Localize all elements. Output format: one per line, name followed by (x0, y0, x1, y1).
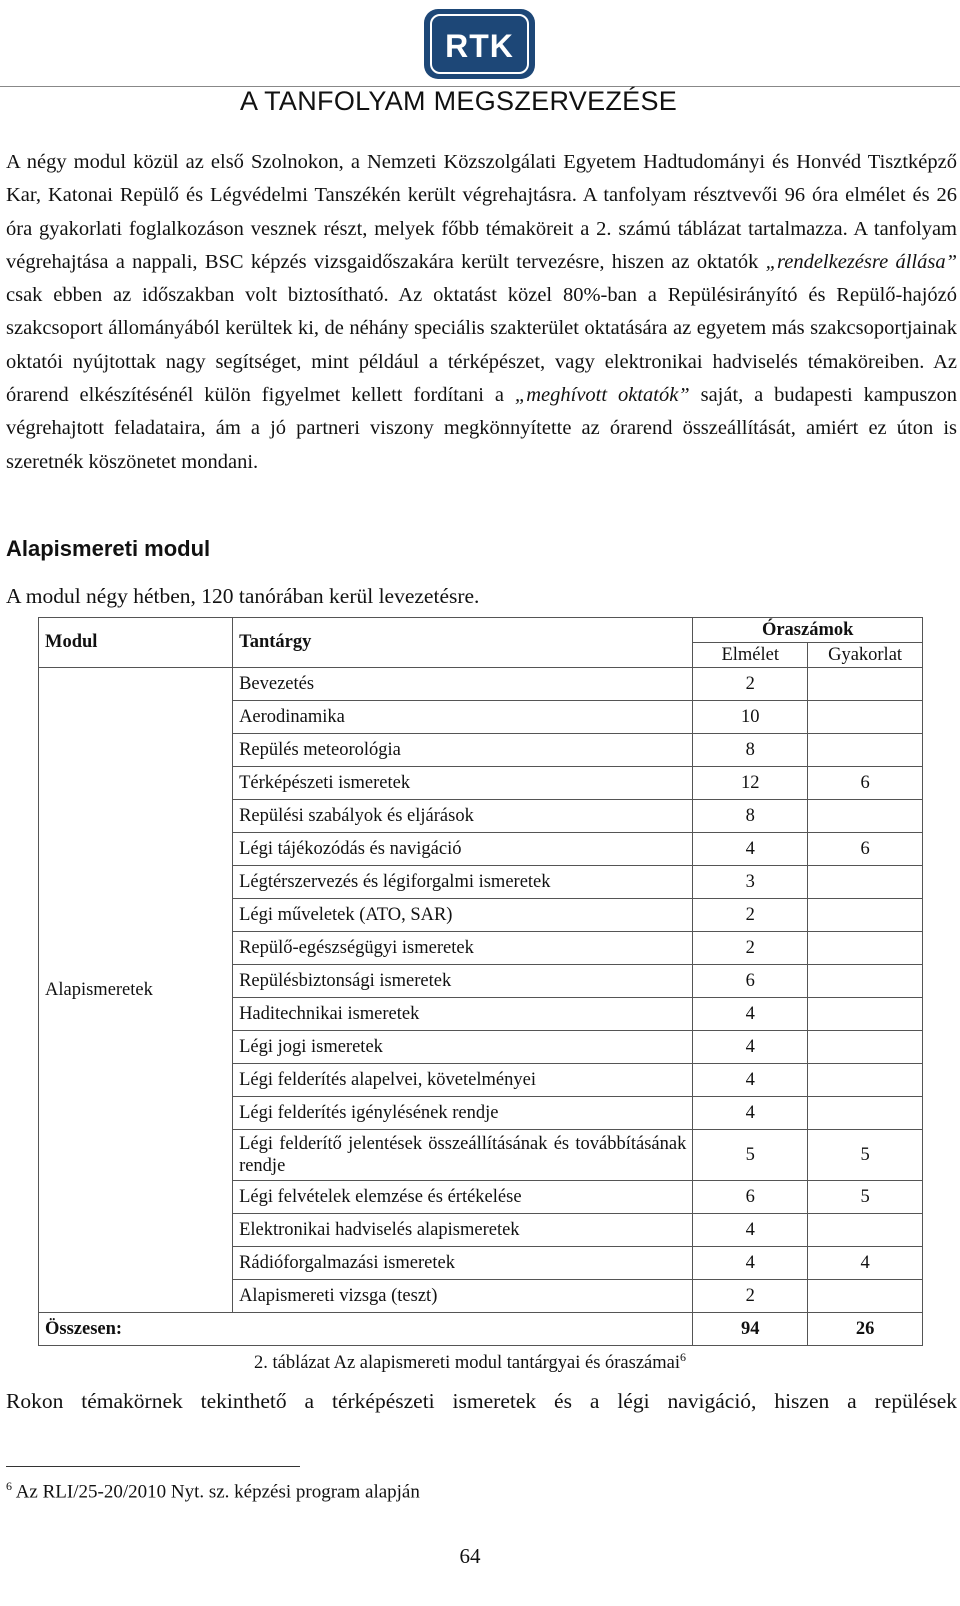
header-elmelet: Elmélet (693, 643, 808, 668)
body-paragraph (6, 146, 957, 479)
elmelet-cell: 10 (693, 701, 808, 734)
gyakorlat-cell (808, 1031, 923, 1064)
table-header-row (39, 618, 923, 643)
body-text-2: csak ebben az időszakban volt biztosítható. Az oktatást közel 80%-ban a Repülésirányító és Repülő-hajózó szakcsoport állományából kerültek ki, de néhány speciális szakterület oktatására az egyetem más szakcsoportjainak oktatói nyújtottak nagy segítséget, mint például a térképészet, vagy elektronikai hadviselés témaköreiben. Az órarend elkészítésénél külön figyelmet kellett fordítani a (6, 284, 957, 407)
elmelet-cell: 4 (693, 1031, 808, 1064)
logo-lettering: RTK (445, 28, 514, 64)
elmelet-cell: 4 (693, 998, 808, 1031)
subject-cell: Térképészeti ismeretek (233, 767, 693, 800)
gyakorlat-cell: 4 (808, 1247, 923, 1280)
caption-footnote-ref: 6 (680, 1350, 687, 1364)
subject-cell: Haditechnikai ismeretek (233, 998, 693, 1031)
subject-cell: Aerodinamika (233, 701, 693, 734)
total-elmelet: 94 (693, 1313, 808, 1346)
subject-cell: Légi felderítő jelentések összeállításának és továbbításának rendje (233, 1130, 693, 1181)
subject-cell: Légi jogi ismeretek (233, 1031, 693, 1064)
body-text-3: saját, a budapesti kampuszon végrehajtott feladataira, ám a jó partneri viszony megkönnyítette az órarend összeállítását, amiért ez úton is szeretnék köszönetet mondani. (6, 384, 957, 473)
gyakorlat-cell: 6 (808, 767, 923, 800)
caption-text: 2. táblázat Az alapismereti modul tantárgyai és óraszámai (253, 1353, 681, 1374)
gyakorlat-cell (808, 734, 923, 767)
elmelet-cell: 8 (693, 800, 808, 833)
footnote-text: Az RLI/25-20/2010 Nyt. sz. képzési program alapján (12, 1481, 420, 1503)
subject-cell: Repülő-egészségügyi ismeretek (233, 932, 693, 965)
gyakorlat-cell (808, 1064, 923, 1097)
gyakorlat-cell: 5 (808, 1130, 923, 1181)
header-tantargy: Tantárgy (233, 618, 693, 668)
subject-cell: Légi tájékozódás és navigáció (233, 833, 693, 866)
elmelet-cell: 4 (693, 1097, 808, 1130)
elmelet-cell: 4 (693, 1247, 808, 1280)
elmelet-cell: 3 (693, 866, 808, 899)
subject-cell: Repülés meteorológia (233, 734, 693, 767)
elmelet-cell: 5 (693, 1130, 808, 1181)
gyakorlat-cell (808, 932, 923, 965)
header-modul: Modul (39, 618, 233, 668)
elmelet-cell: 2 (693, 668, 808, 701)
subject-cell: Légi felvételek elemzése és értékelése (233, 1181, 693, 1214)
subject-cell: Repülésbiztonsági ismeretek (233, 965, 693, 998)
rtk-logo (423, 8, 536, 80)
gyakorlat-cell (808, 1097, 923, 1130)
page-number: 64 (459, 1544, 481, 1568)
elmelet-cell: 2 (693, 932, 808, 965)
gyakorlat-cell (808, 899, 923, 932)
footnote-marker: 6 (6, 1479, 12, 1493)
elmelet-cell: 4 (693, 833, 808, 866)
header-oraszamok: Óraszámok (693, 618, 923, 643)
gyakorlat-cell (808, 998, 923, 1031)
gyakorlat-cell (808, 1214, 923, 1247)
elmelet-cell: 12 (693, 767, 808, 800)
elmelet-cell: 6 (693, 965, 808, 998)
footnote (6, 1479, 420, 1503)
elmelet-cell: 4 (693, 1214, 808, 1247)
continuation-text: Rokon témakörnek tekinthető a térképészeti ismeretek és a légi navigáció, hiszen a repülések (6, 1389, 957, 1413)
page-header-title: A TANFOLYAM MEGSZERVEZÉSE (240, 86, 678, 116)
gyakorlat-cell (808, 701, 923, 734)
body-text-1: A négy modul közül az első Szolnokon, a Nemzeti Közszolgálati Egyetem Hadtudományi és Honvéd Tisztképző Kar, Katonai Repülő és Légvédelmi Tanszékén került végrehajtásra. A tanfolyam résztvevői 96 óra elmélet és 26 óra gyakorlati foglalkozáson vesznek részt, melyek főbb témaköreit a 2. számú táblázat tartalmazza. A tanfolyam végrehajtása a nappali, BSC képzés vizsgaidőszakára került tervezésre, hiszen az oktatók (6, 151, 957, 273)
subject-cell: Elektronikai hadviselés alapismeretek (233, 1214, 693, 1247)
subject-cell: Légi felderítés alapelvei, követelményei (233, 1064, 693, 1097)
course-hours-table (38, 617, 923, 1346)
table-caption (0, 1350, 940, 1374)
footnote-rule (6, 1466, 300, 1467)
elmelet-cell: 2 (693, 899, 808, 932)
gyakorlat-cell (808, 866, 923, 899)
table-row (39, 668, 923, 701)
total-gyakorlat: 26 (808, 1313, 923, 1346)
emphasis-meghivott: „meghívott oktatók” (514, 384, 690, 407)
elmelet-cell: 8 (693, 734, 808, 767)
subject-cell: Rádióforgalmazási ismeretek (233, 1247, 693, 1280)
elmelet-cell: 4 (693, 1064, 808, 1097)
elmelet-cell: 2 (693, 1280, 808, 1313)
emphasis-rendelkezesre: „rendelkezésre állása” (765, 250, 957, 273)
subject-cell: Repülési szabályok és eljárások (233, 800, 693, 833)
total-label: Összesen: (39, 1313, 693, 1346)
gyakorlat-cell (808, 668, 923, 701)
gyakorlat-cell (808, 965, 923, 998)
subject-cell: Légi műveletek (ATO, SAR) (233, 899, 693, 932)
gyakorlat-cell: 6 (808, 833, 923, 866)
subject-cell: Bevezetés (233, 668, 693, 701)
gyakorlat-cell: 5 (808, 1181, 923, 1214)
subject-cell: Légi felderítés igénylésének rendje (233, 1097, 693, 1130)
header-gyakorlat: Gyakorlat (808, 643, 923, 668)
total-row (39, 1313, 923, 1346)
module-name-cell: Alapismeretek (39, 668, 233, 1313)
subject-cell: Légtérszervezés és légiforgalmi ismeretek (233, 866, 693, 899)
gyakorlat-cell (808, 800, 923, 833)
gyakorlat-cell (808, 1280, 923, 1313)
subject-cell: Alapismereti vizsga (teszt) (233, 1280, 693, 1313)
section-heading: Alapismereti modul (6, 536, 211, 561)
section-intro: A modul négy hétben, 120 tanórában kerül levezetésre. (6, 584, 480, 608)
elmelet-cell: 6 (693, 1181, 808, 1214)
